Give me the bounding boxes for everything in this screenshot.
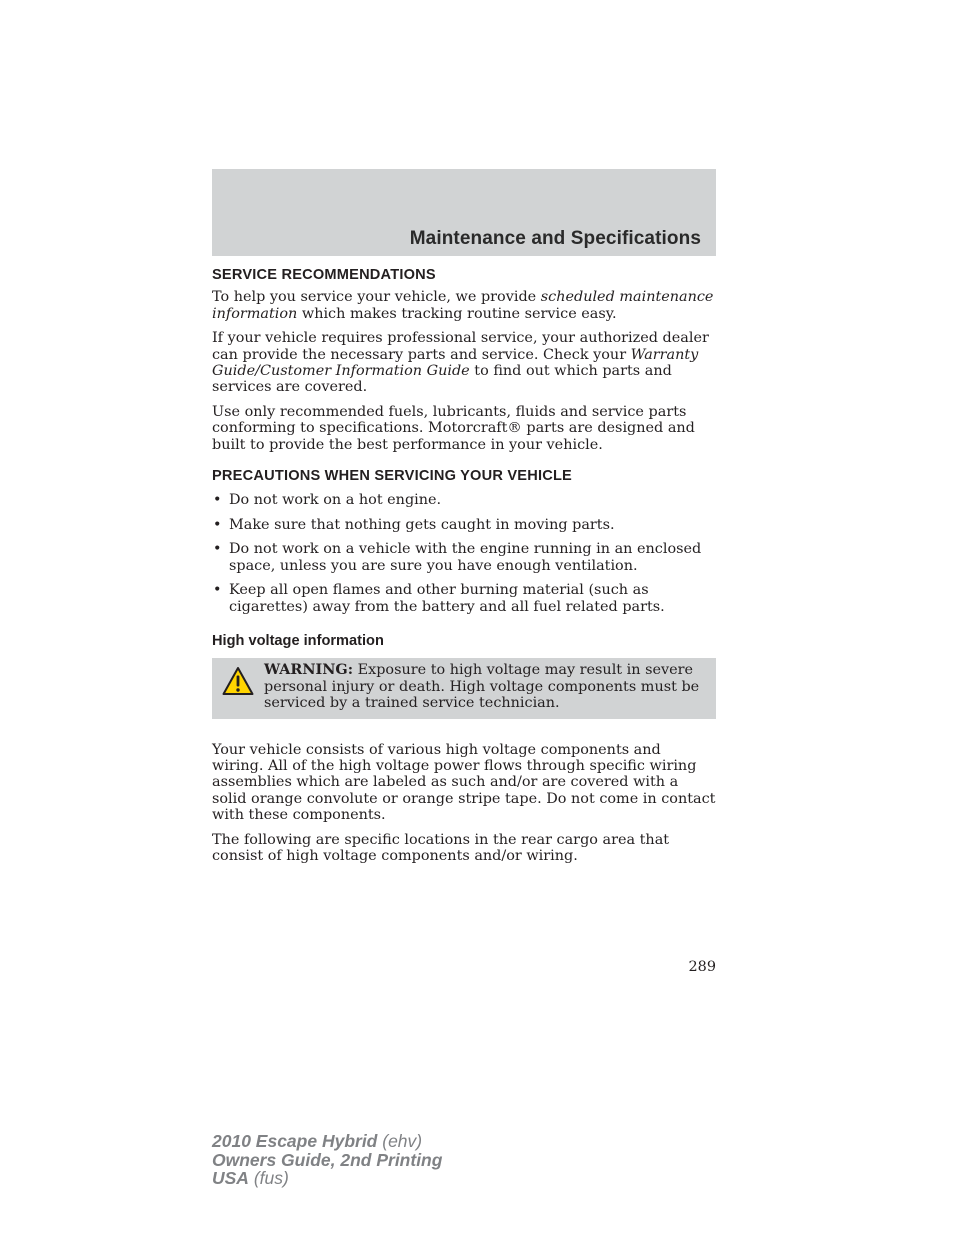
paragraph-recommended-parts: Use only recommended fuels, lubricants, fluids and service parts conforming to specifications. Motorcraft® parts are designed and built to provide the best performance in your vehicle. bbox=[212, 403, 695, 453]
italic-reference: Warranty Guide/Customer Information Guide bbox=[212, 346, 699, 380]
list-item bbox=[212, 517, 716, 533]
text-span: To help you service your vehicle, we provide bbox=[212, 289, 541, 306]
footer-edition: Owners Guide, 2nd Printing bbox=[212, 1149, 443, 1170]
list-item bbox=[212, 582, 716, 615]
list-item-text: Do not work on a hot engine. bbox=[229, 492, 442, 509]
warning-text: Exposure to high voltage may result in severe personal injury or death. High voltage components must be serviced by a trained service technician. bbox=[264, 662, 700, 712]
paragraph-dealer-service bbox=[212, 330, 716, 396]
italic-reference: scheduled maintenance information bbox=[212, 289, 714, 322]
heading-service-recommendations: SERVICE RECOMMENDATIONS bbox=[212, 267, 436, 283]
list-item bbox=[212, 541, 716, 574]
page-content bbox=[212, 267, 716, 872]
page-section-title: Maintenance and Specifications bbox=[409, 228, 701, 249]
warning-label: WARNING: bbox=[264, 661, 354, 679]
header-band bbox=[212, 169, 716, 256]
footer-publication-info bbox=[212, 1132, 442, 1188]
bullet-icon: • bbox=[213, 582, 222, 599]
text-span: which makes tracking routine service easy. bbox=[297, 305, 617, 322]
warning-box bbox=[212, 658, 716, 718]
footer-line-edition bbox=[212, 1151, 442, 1170]
paragraph-cargo-locations: The following are specific locations in the rear cargo area that consist of high voltage components and/or wiring. bbox=[212, 831, 670, 864]
text-span: to find out which parts and services are covered. bbox=[212, 363, 672, 396]
footer-model-name: 2010 Escape Hybrid bbox=[212, 1131, 378, 1151]
footer-line-model bbox=[212, 1132, 442, 1151]
paragraph-maintenance-info bbox=[212, 289, 716, 322]
list-item-text: Make sure that nothing gets caught in moving parts. bbox=[229, 516, 615, 533]
page-number: 289 bbox=[688, 959, 716, 975]
footer-market-code: (fus) bbox=[248, 1168, 289, 1188]
heading-high-voltage: High voltage information bbox=[212, 632, 384, 649]
footer-line-market bbox=[212, 1169, 442, 1188]
bullet-icon: • bbox=[213, 516, 222, 533]
text-span: If your vehicle requires professional service, your authorized dealer can provide the necessary parts and service. Check your bbox=[212, 330, 709, 363]
paragraph-high-voltage-components: Your vehicle consists of various high voltage components and wiring. All of the high voltage power flows through specific wiring assemblies which are labeled as such and/or are covered with a solid orange convolute or orange stripe tape. Do not come in contact with these components. bbox=[212, 741, 716, 824]
footer-market: USA bbox=[212, 1168, 249, 1188]
footer-model-code: (ehv) bbox=[377, 1131, 423, 1151]
list-item bbox=[212, 492, 716, 508]
warning-triangle-icon bbox=[222, 666, 254, 696]
bullet-icon: • bbox=[213, 541, 222, 558]
heading-precautions: PRECAUTIONS WHEN SERVICING YOUR VEHICLE bbox=[212, 468, 572, 485]
list-item-text: Keep all open flames and other burning material (such as cigarettes) away from the battery and all fuel related parts. bbox=[229, 582, 665, 615]
bullet-icon: • bbox=[213, 492, 222, 509]
list-item-text: Do not work on a vehicle with the engine running in an enclosed space, unless you are sure you have enough ventilation. bbox=[229, 541, 702, 574]
precautions-list bbox=[212, 492, 716, 614]
